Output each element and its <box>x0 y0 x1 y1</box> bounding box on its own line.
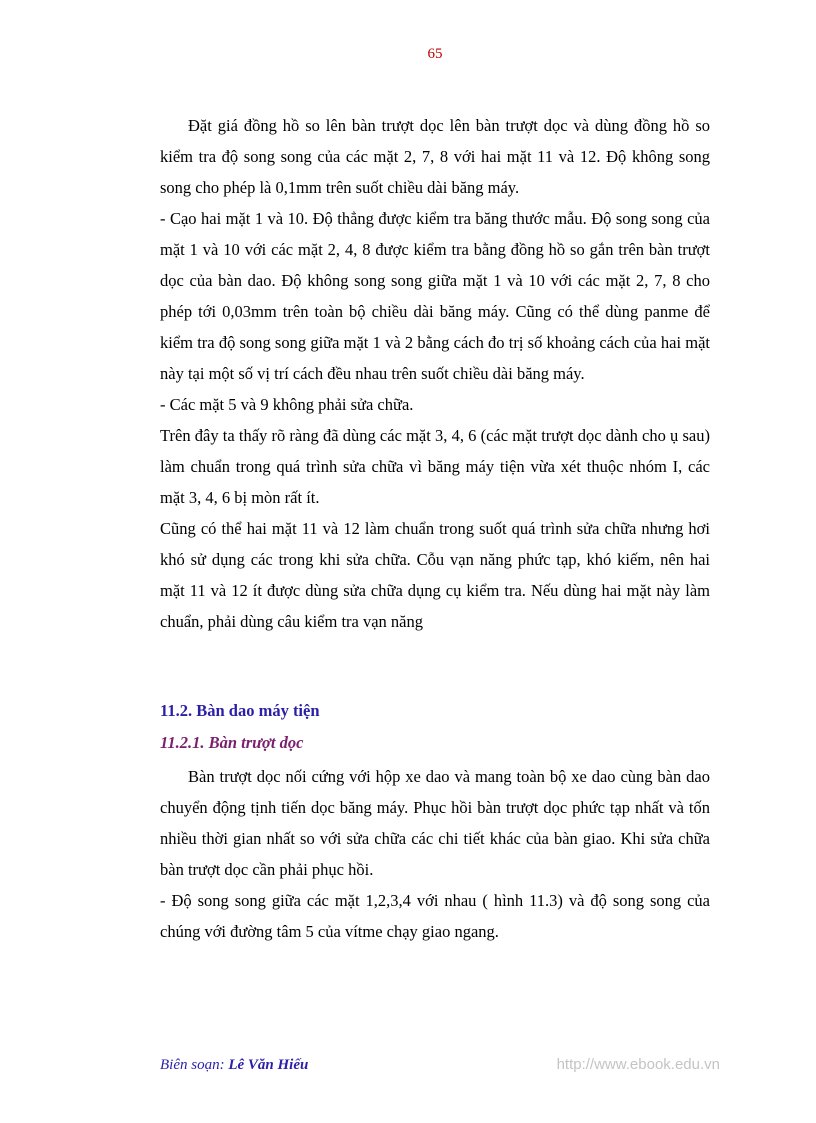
paragraph: Trên đây ta thấy rõ ràng đã dùng các mặt 3, 4, 6 (các mặt trượt dọc dành cho ụ sau) làm chuẩn trong quá trình sửa chữa vì băng máy tiện vừa xét thuộc nhóm I, các mặt 3, 4, 6 bị mòn rất ít. <box>160 426 710 507</box>
paragraph: - Cạo hai mặt 1 và 10. Độ thẳng được kiểm tra băng thước mẫu. Độ song song của mặt 1 và 10 với các mặt 2, 4, 8 được kiểm tra bằng đồng hồ so gắn trên bàn trượt dọc của bàn dao. Độ không song song giữa mặt 1 và 10 với các mặt 2, 7, 8 cho phép tới 0,03mm trên toàn bộ chiều dài băng máy. Cũng có thể dùng panme để kiểm tra độ song song giữa mặt 1 và 2 bằng cách đo trị số khoảng cách của hai mặt này tại một số vị trí cách đều nhau trên suốt chiều dài băng máy. <box>160 209 710 383</box>
paragraph: - Các mặt 5 và 9 không phải sửa chữa. <box>160 395 414 414</box>
paragraph: - Độ song song giữa các mặt 1,2,3,4 với nhau ( hình 11.3) và độ song song của chúng với đường tâm 5 của vítme chạy giao ngang. <box>160 891 710 941</box>
author-label: Biên soạn: <box>160 1057 229 1073</box>
footer-url[interactable]: http://www.ebook.edu.vn <box>556 1056 720 1073</box>
paragraph: Bàn trượt dọc nối cứng với hộp xe dao và mang toàn bộ xe dao cùng bàn dao chuyển động tịnh tiến dọc băng máy. Phục hồi bàn trượt dọc phức tạp nhất và tốn nhiều thời gian nhất so với sửa chữa các chi tiết khác của bàn giao. Khi sửa chữa bàn trượt dọc cần phải phục hồi. <box>160 767 710 879</box>
body-text-block-2 <box>160 761 710 947</box>
section-heading: 11.2. Bàn dao máy tiện <box>160 701 320 720</box>
subsection-heading: 11.2.1. Bàn trượt dọc <box>160 733 304 752</box>
paragraph: Đặt giá đồng hồ so lên bàn trượt dọc lên bàn trượt dọc và dùng đồng hồ so kiểm tra độ song song của các mặt 2, 7, 8 với hai mặt 11 và 12. Độ không song song cho phép là 0,1mm trên suốt chiều dài băng máy. <box>160 116 710 197</box>
page-footer <box>160 1056 720 1076</box>
body-text-block-1 <box>160 110 710 637</box>
author-name: Lê Văn Hiếu <box>228 1057 309 1073</box>
paragraph: Cũng có thể hai mặt 11 và 12 làm chuẩn trong suốt quá trình sửa chữa nhưng hơi khó sử dụng các trong khi sửa chữa. Cỗu vạn năng phức tạp, khó kiếm, nên hai mặt 11 và 12 ít được dùng sửa chữa dụng cụ kiểm tra. Nếu dùng hai mặt này làm chuẩn, phải dùng câu kiểm tra vạn năng <box>160 519 710 631</box>
page-number: 65 <box>427 46 443 62</box>
